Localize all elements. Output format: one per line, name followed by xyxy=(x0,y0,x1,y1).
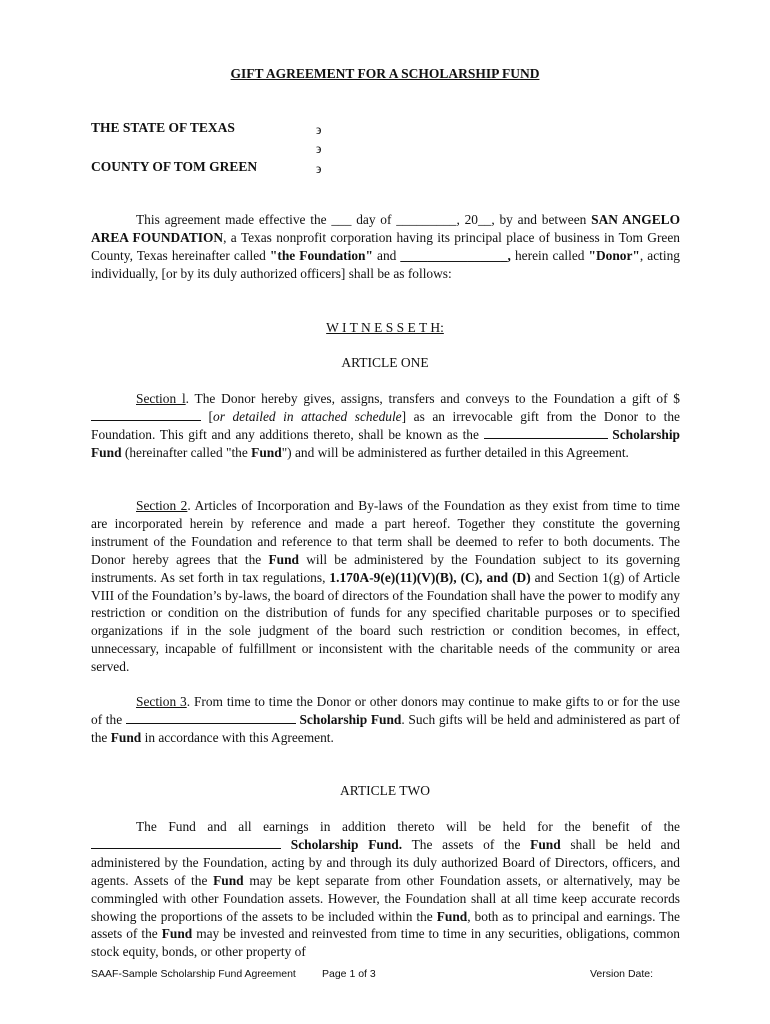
footer-page-number: Page 1 of 3 xyxy=(322,968,376,980)
witnesseth-heading: W I T N E S S E T H: xyxy=(326,320,444,335)
section-symbol: ϶ xyxy=(316,122,322,137)
section-symbol: ϶ xyxy=(316,161,322,176)
article-two-heading: ARTICLE TWO xyxy=(339,783,431,798)
footer-version-date: Version Date: xyxy=(590,968,654,980)
section-symbol: ϶ xyxy=(316,141,322,156)
section-1-paragraph: Section l. The Donor hereby gives, assigns, transfers and conveys to the Foundation a gift of $ [or detailed in attached schedule] as an irrevocable gift from the Donor to the Foundation. This gift and any additions thereto, shall be known as the Scholarship Fund (hereinafter called "the Fund") and will be administered as further detailed in this Agreement. xyxy=(91,391,681,460)
section-3-label: Section 3 xyxy=(136,694,187,709)
section-2-label: Section 2 xyxy=(136,498,188,513)
caption-state: THE STATE OF TEXAS xyxy=(91,120,235,135)
section-2-paragraph: Section 2. Articles of Incorporation and By-laws of the Foundation as they exist from time to time are incorporated herein by reference and made a part hereof. Together they constitute the governing instrument of the Foundation and reference to that term shall be deemed to refer to both documents. The Donor hereby agrees that the Fund will be administered by the Foundation subject to its governing instruments. As set forth in tax regulations, 1.170A-9(e)(11)(V)(B), (C), and (D) and Section 1(g) of Article VIII of the Foundation’s by-laws, the board of directors of the Foundation shall have the power to modify any restriction or condition on the distribution of funds for any specified charitable purposes or to specified organizations if in the sole judgment of the board such restriction or condition becomes, in effect, unnecessary, incapable of fulfillment or inconsistent with the charitable needs of the community or area served. xyxy=(91,498,681,675)
blank-line xyxy=(126,712,296,724)
blank-line xyxy=(91,837,281,849)
caption-county: COUNTY OF TOM GREEN xyxy=(91,159,258,174)
blank-line xyxy=(91,409,201,421)
footer-document-name: SAAF-Sample Scholarship Fund Agreement xyxy=(91,968,296,980)
article-one-heading: ARTICLE ONE xyxy=(341,355,429,370)
article-two-paragraph: The Fund and all earnings in addition thereto will be held for the benefit of the Scholarship Fund. The assets of the Fund shall be held and administered by the Foundation, acting by and through its duly authorized Board of Directors, officers, and agents. Assets of the Fund may be kept separate from other Foundation assets, or alternatively, may be commingled with other Foundation assets. However, the Foundation shall at all time keep accurate records showing the proportions of the assets to be included within the Fund, both as to principal and earnings. The assets of the Fund may be invested and reinvested from time to time in any securities, obligations, common stock equity, bonds, or other property of xyxy=(91,819,680,960)
blank-line xyxy=(484,427,608,439)
document-title: GIFT AGREEMENT FOR A SCHOLARSHIP FUND xyxy=(230,66,540,81)
section-1-label: Section l xyxy=(136,391,186,406)
intro-paragraph: This agreement made effective the ___ day of _________, 20__, by and between SAN ANGELO AREA FOUNDATION, a Texas nonprofit corporation having its principal place of business in Tom Green County, Texas hereinafter called "the Foundation" and ________________, herein called "Donor", acting individually, [or by its duly authorized officers] shall be as follows: xyxy=(91,212,680,281)
section-3-paragraph: Section 3. From time to time the Donor or other donors may continue to make gifts to or for the use of the Scholarship Fund. Such gifts will be held and administered as part of the Fund in accordance with this Agreement. xyxy=(91,694,680,745)
